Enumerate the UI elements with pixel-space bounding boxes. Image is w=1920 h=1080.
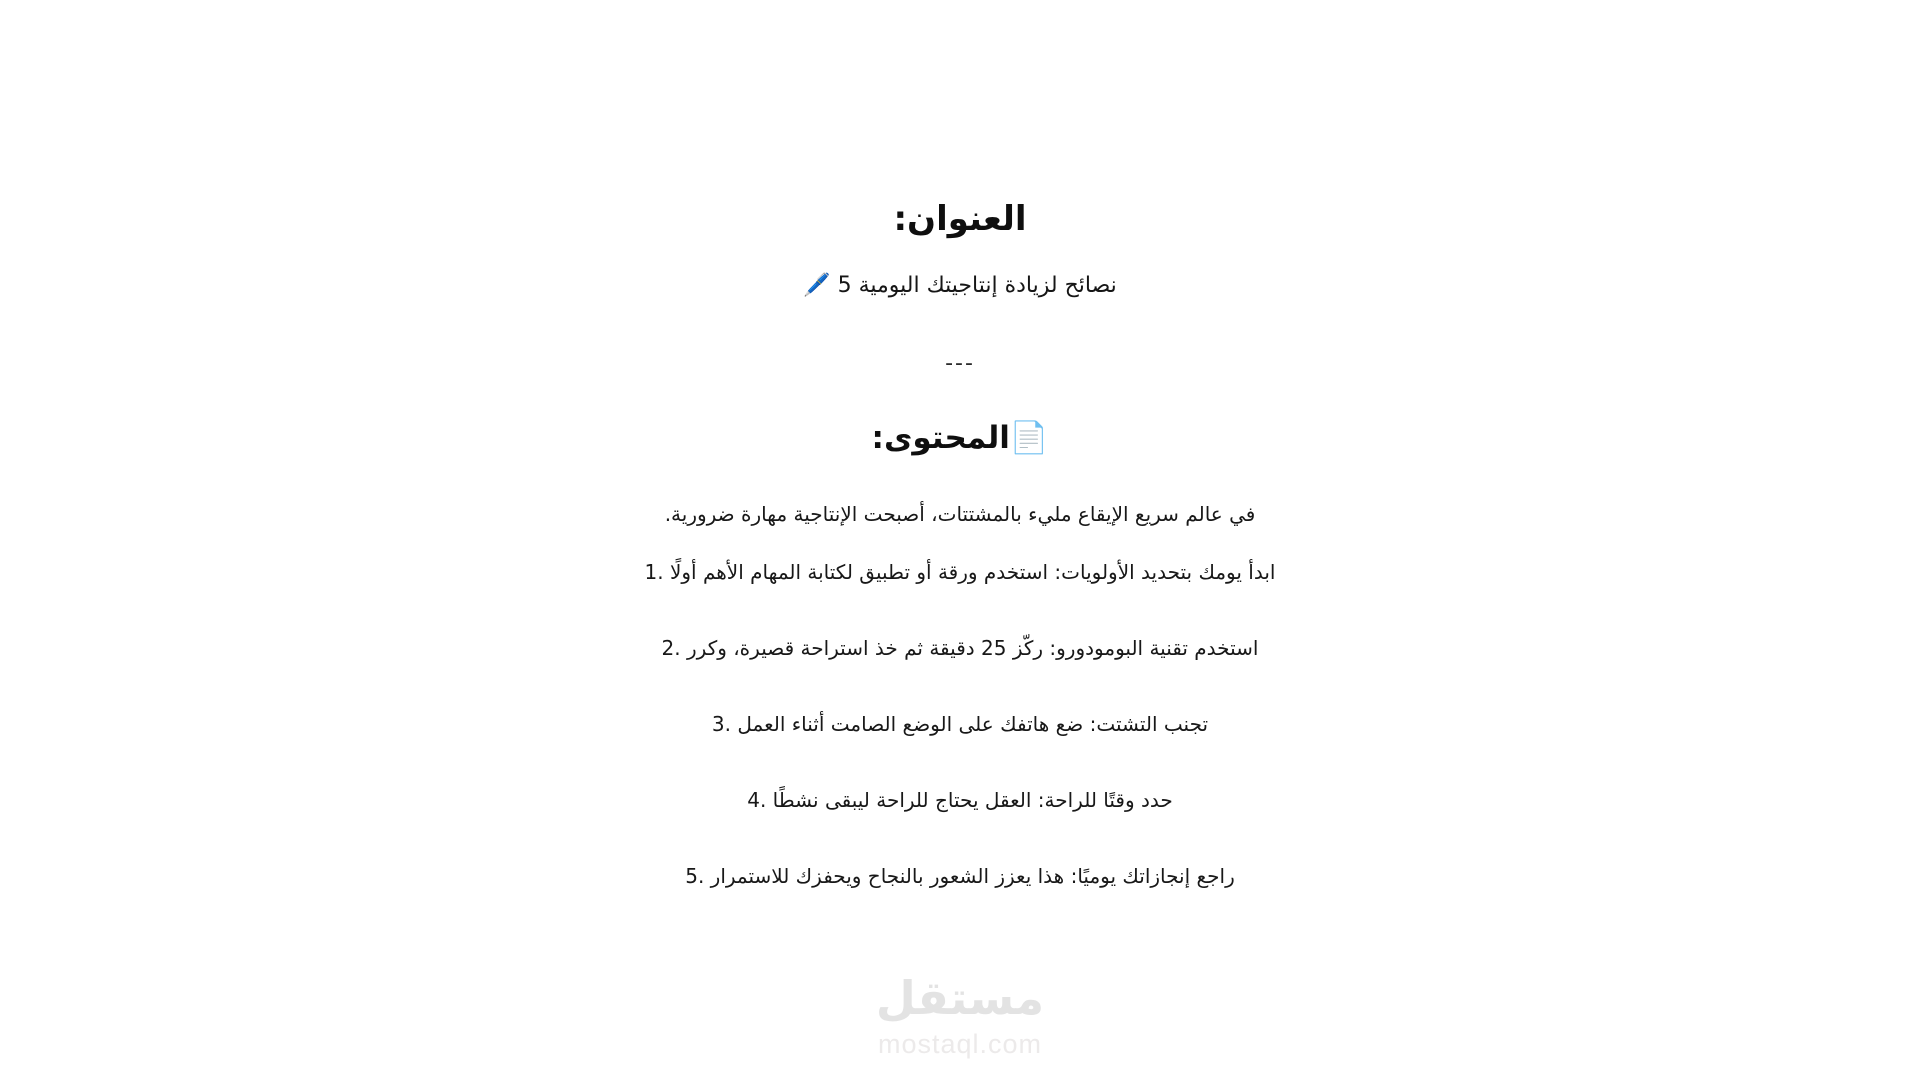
watermark-logo: مستقل bbox=[875, 971, 1045, 1025]
section-divider: --- bbox=[945, 351, 975, 377]
list-item: راجع إنجازاتك يوميًا: هذا يعزز الشعور بالنجاح ويحفزك للاستمرار .5 bbox=[685, 863, 1235, 888]
list-item: ابدأ يومك بتحديد الأولويات: استخدم ورقة أو تطبيق لكتابة المهام الأهم أولًا .1 bbox=[644, 559, 1276, 584]
page-title: العنوان: bbox=[893, 199, 1027, 239]
content-section-heading: 📄المحتوى: bbox=[871, 420, 1049, 457]
list-item: استخدم تقنية البومودورو: ركّز 25 دقيقة ثم خذ استراحة قصيرة، وكرر .2 bbox=[661, 635, 1259, 660]
list-item: حدد وقتًا للراحة: العقل يحتاج للراحة ليبقى نشطًا .4 bbox=[747, 787, 1173, 812]
watermark-domain: mostaql.com bbox=[877, 1029, 1043, 1059]
document-subtitle: نصائح لزيادة إنتاجيتك اليومية 5 🖊️ bbox=[803, 272, 1117, 298]
document-body bbox=[410, 0, 1510, 911]
list-item: تجنب التشتت: ضع هاتفك على الوضع الصامت أثناء العمل .3 bbox=[711, 711, 1209, 736]
watermark bbox=[0, 971, 1920, 1059]
tips-list bbox=[410, 557, 1510, 891]
intro-paragraph: في عالم سريع الإيقاع مليء بالمشتتات، أصبحت الإنتاجية مهارة ضرورية. bbox=[664, 501, 1256, 526]
